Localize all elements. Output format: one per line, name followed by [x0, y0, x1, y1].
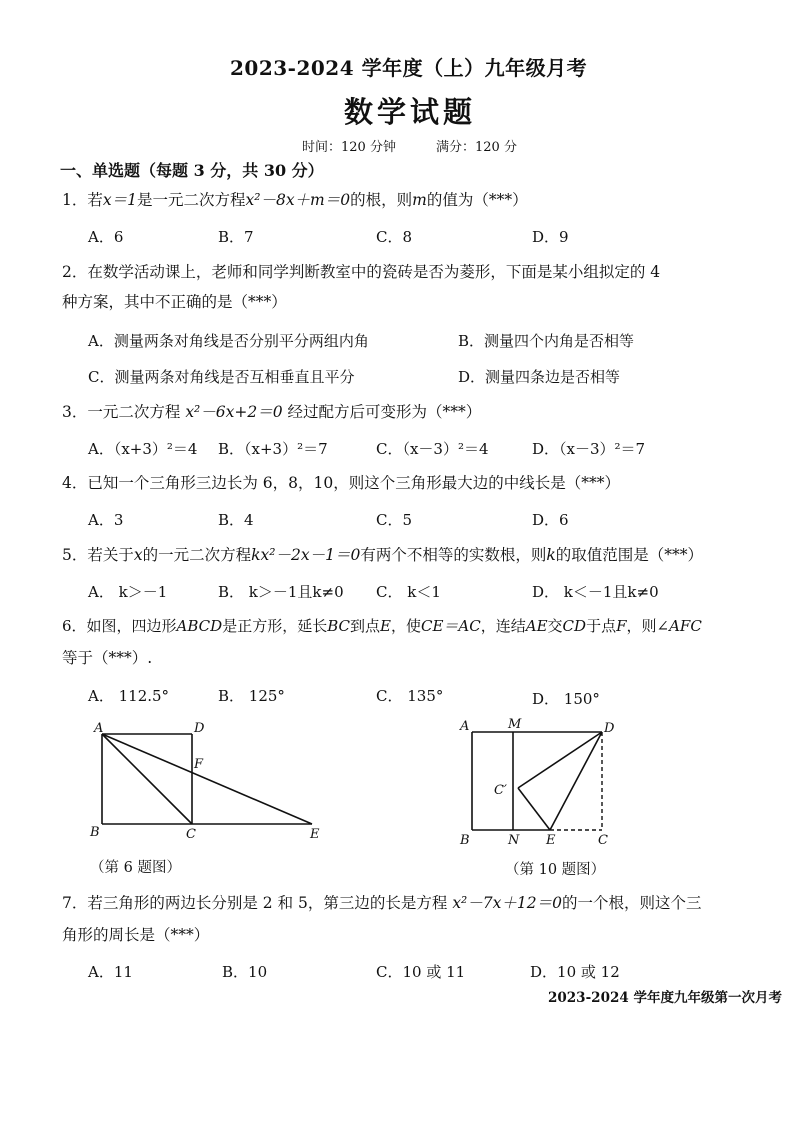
fig10-label-d: D [604, 721, 615, 736]
q6-text: 6．如图，四边形 [62, 617, 177, 635]
time-info: 时间：120 分钟 [302, 140, 396, 155]
q1-math: x²－8x＋m＝0 [245, 191, 351, 209]
q5-option-c: C． k＜1 [376, 583, 441, 601]
q1-math: m [412, 191, 427, 209]
question-5-stem [62, 545, 703, 565]
figure-10-diagram [452, 712, 622, 852]
question-1-stem [62, 190, 528, 210]
fig10-label-b: B [460, 833, 470, 848]
q5-text: 有两个不相等的实数根，则 [360, 546, 547, 564]
q6-math: CD [562, 617, 587, 635]
q6-text: ，则 [626, 617, 657, 635]
q6-math: ∠AFC [656, 617, 702, 635]
fig10-label-c1: C′ [494, 783, 507, 798]
q5-option-d: D． k＜－1且k≠0 [532, 583, 659, 601]
question-2-line2: 种方案，其中不正确的是（***） [62, 293, 287, 311]
question-6-line2: 等于（***）. [62, 649, 153, 667]
q7-option-a: A．11 [88, 963, 133, 981]
fig10-segment-de [550, 732, 602, 830]
q6-option-d: D． 150° [532, 690, 600, 708]
q1-text: 是一元二次方程 [136, 191, 246, 209]
q7-option-b: B．10 [222, 963, 268, 981]
fig6-segment-ac [102, 734, 192, 824]
fig10-label-e: E [546, 833, 556, 848]
q2-option-b: B．测量四个内角是否相等 [458, 332, 635, 350]
question-6-line1 [62, 616, 702, 636]
q4-option-c: C．5 [376, 511, 413, 529]
question-4-stem: 4．已知一个三角形三边长为 6，8，10，则这个三角形最大边的中线长是（***） [62, 474, 620, 492]
q5-text: 5．若关于 [62, 546, 134, 564]
exam-title: 2023-2024 学年度（上）九年级月考 [230, 56, 588, 80]
figure-6-caption: （第 6 题图） [90, 860, 181, 876]
fig10-label-n: N [508, 833, 520, 848]
q1-text: 的根，则 [350, 191, 413, 209]
fig6-label-f: F [194, 757, 204, 772]
q7-math: x²－7x＋12＝0 [452, 894, 562, 912]
q6-option-b: B． 125° [218, 687, 285, 705]
q5-option-a: A． k＞－1 [88, 583, 168, 601]
q6-math: F [616, 617, 627, 635]
q6-math: AE [525, 617, 548, 635]
q7-option-c: C．10 或 11 [376, 963, 466, 981]
q1-option-a: A．6 [88, 228, 124, 246]
q6-math: CE＝AC [420, 617, 481, 635]
section-heading: 一、单选题（每题 3 分，共 30 分） [60, 161, 324, 180]
fig6-label-a: A [94, 721, 104, 736]
question-3-stem [62, 402, 481, 422]
q1-text: 的值为（***） [426, 191, 528, 209]
q7-option-d: D．10 或 12 [530, 963, 620, 981]
q5-math: k [546, 546, 556, 564]
question-2-line1: 2．在数学活动课上，老师和同学判断教室中的瓷砖是否为菱形，下面是某小组拟定的 4 [62, 263, 661, 281]
question-7-line2: 角形的周长是（***） [62, 926, 210, 944]
q2-option-c: C．测量两条对角线是否互相垂直且平分 [88, 368, 355, 386]
q6-math: ABCD [176, 617, 223, 635]
q3-math: x²－6x+2＝0 [185, 403, 283, 421]
q1-text: 1．若 [62, 191, 103, 209]
fig6-label-e: E [310, 827, 320, 842]
q1-option-b: B．7 [218, 228, 254, 246]
figure-10-caption: （第 10 题图） [505, 862, 606, 878]
question-7-line1 [62, 893, 701, 913]
fig10-segment-dc1 [518, 732, 602, 788]
q3-text: 3．一元二次方程 [62, 403, 181, 421]
fig10-label-c: C [598, 833, 608, 848]
q4-option-d: D．6 [532, 511, 569, 529]
q3-option-b: B．（x+3）²＝7 [218, 440, 328, 458]
q5-option-b: B． k＞－1且k≠0 [218, 583, 344, 601]
q6-text: 是正方形，延长 [222, 617, 328, 635]
exam-subtitle: 数学试题 [344, 95, 477, 129]
q6-math: BC [327, 617, 350, 635]
q1-option-c: C．8 [376, 228, 413, 246]
q5-math: x [133, 546, 143, 564]
q6-option-c: C． 135° [376, 687, 444, 705]
q1-option-d: D．9 [532, 228, 569, 246]
fig6-label-c: C [186, 827, 196, 842]
fig6-label-b: B [90, 825, 100, 840]
q6-text: 到点 [349, 617, 380, 635]
q6-option-a: A． 112.5° [88, 687, 170, 705]
fig10-label-a: A [460, 719, 470, 734]
q5-text: 的取值范围是（***） [555, 546, 704, 564]
q2-option-d: D．测量四条边是否相等 [458, 368, 621, 386]
fig6-segment-ae [102, 734, 312, 824]
q7-text: 7．若三角形的两边长分别是 2 和 5，第三边的长是方程 [62, 894, 448, 912]
q6-text: ，连结 [480, 617, 526, 635]
q3-text: 经过配方后可变形为（***） [287, 403, 482, 421]
figure-6-diagram [80, 712, 340, 842]
q6-text: 于点 [586, 617, 617, 635]
q1-math: x＝1 [102, 191, 137, 209]
q7-text: 的一个根，则这个三 [561, 894, 702, 912]
q5-text: 的一元二次方程 [142, 546, 252, 564]
fig10-label-m: M [508, 717, 522, 732]
q6-math: E [380, 617, 391, 635]
q6-text: ，使 [390, 617, 421, 635]
q3-option-a: A．（x+3）²＝4 [88, 440, 198, 458]
q2-option-a: A．测量两条对角线是否分别平分两组内角 [88, 332, 369, 350]
fig6-label-d: D [194, 721, 205, 736]
q3-option-d: D．（x－3）²＝7 [532, 440, 646, 458]
fig10-segment-c1e [518, 788, 550, 830]
q4-option-a: A．3 [88, 511, 124, 529]
q4-option-b: B．4 [218, 511, 254, 529]
q6-text: 交 [547, 617, 563, 635]
score-info: 满分：120 分 [436, 140, 517, 155]
q5-math: kx²－2x－1＝0 [251, 546, 361, 564]
q3-option-c: C．（x－3）²＝4 [376, 440, 489, 458]
page-footer: 2023-2024 学年度九年级第一次月考 [548, 990, 782, 1006]
